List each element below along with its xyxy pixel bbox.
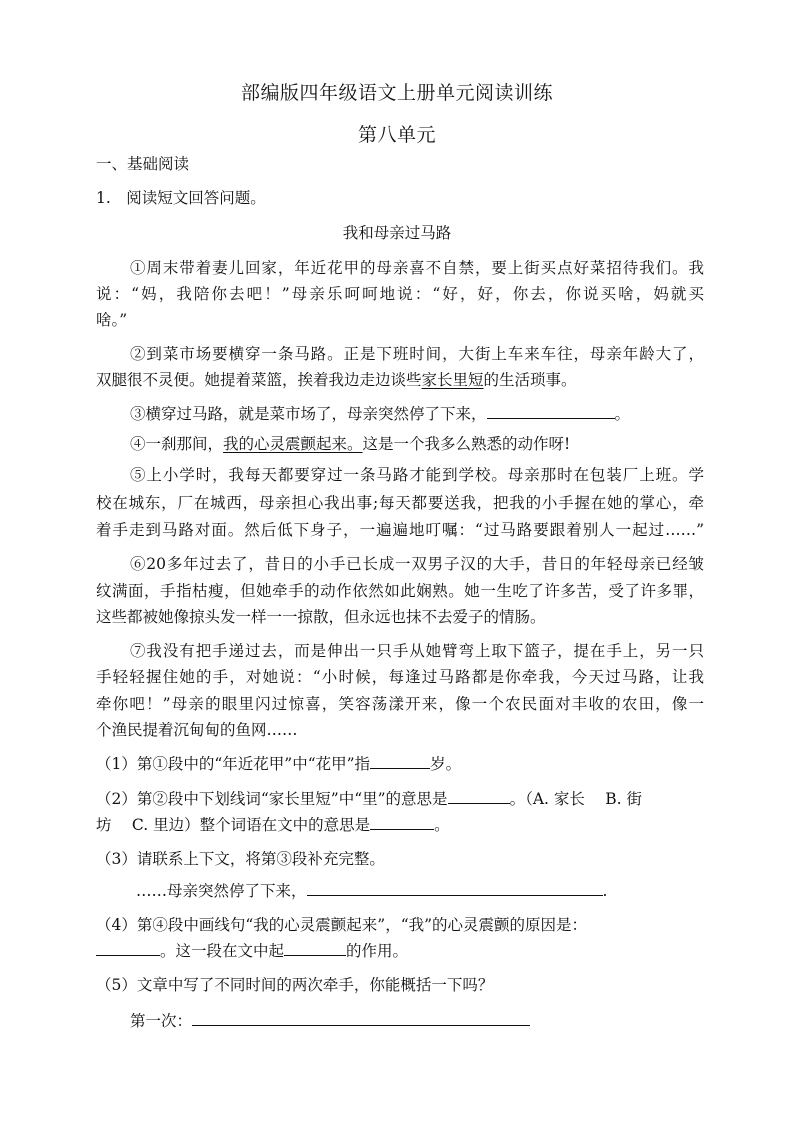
passage-line: 手轻轻握住她的手，对她说：“小时候，每逢过马路都是你牵我，今天过马路，让我 [96,668,704,686]
passage-line: 个渔民提着沉甸甸的鱼网…… [96,721,298,739]
passage-line: 说：“妈，我陪你去吧！”母亲乐呵呵地说：“好，好，你去，你说买啥，妈就买 [96,285,704,303]
text-span: （1）第①段中的“年近花甲”中“花甲”指 [96,755,371,773]
page-title: 部编版四年级语文上册单元阅读训练 [240,82,553,104]
text-span: 第一次： [130,1012,193,1030]
question-5: （5）文章中写了不同时间的两次牵手，你能概括一下吗？ [96,976,494,994]
text-span: 这是一个我多么熟悉的动作呀! [362,435,571,453]
unit-subtitle: 第八单元 [357,124,436,146]
text-span: （2）第②段中下划线词“家长里短”中“里”的意思是 [96,790,448,808]
passage-line: ⑥20多年过去了，昔日的小手已长成一双男子汉的大手，昔日的年轻母亲已经皱 [130,555,704,573]
text-span: ③横穿过马路，就是菜市场了，母亲突然停了下来， [130,405,487,423]
passage-line [130,404,704,424]
answer-blank[interactable] [448,789,510,804]
text-span: 。这一段在文中起 [160,942,285,960]
text-span: 。 [614,405,631,423]
question-1 [96,754,704,774]
underlined-phrase: 家长里短 [421,371,484,389]
passage-line [130,434,704,454]
question-4: （4）第④段中画线句“我的心灵震颤起来”，“我”的心灵震颤的原因是： [96,916,588,934]
question-prompt: 1. 阅读短文回答问题。 [96,189,266,207]
text-span: 双腿很不灵便。她提着菜篮，挨着我边走边谈些 [96,371,422,389]
question-2-cont [96,815,704,835]
passage-title: 我和母亲过马路 [342,224,452,242]
section-heading: 一、基础阅读 [96,155,190,173]
answer-blank[interactable] [370,754,430,769]
passage-line: 着手走到马路对面。然后低下身子，一遍遍地叮嘱：“过马路要跟着别人一起过……” [96,521,704,539]
passage-line: 啥。” [96,311,128,329]
underlined-sentence: 我的心灵震颤起来。 [223,435,363,453]
passage-line: ①周末带着妻儿回家，年近花甲的母亲喜不自禁，要上街买点好菜招待我们。我 [130,259,704,277]
text-span: 的生活琐事。 [483,371,577,389]
passage-line: 校在城东，厂在城西，母亲担心我出事;每天都要送我，把我的小手握在她的掌心，牵 [96,494,704,512]
question-4-cont [96,941,704,961]
passage-line: ⑦我没有把手递过去，而是伸出一只手从她臂弯上取下篮子，提在手上，另一只 [130,642,704,660]
answer-blank[interactable] [96,941,160,956]
question-3: （3）请联系上下文，将第③段补充完整。 [96,850,385,868]
answer-blank[interactable] [370,815,434,830]
question-5-first [130,1011,704,1031]
passage-line [96,370,704,390]
passage-line: ⑤上小学时，我每天都要穿过一条马路才能到学校。母亲那时在包装厂上班。学 [130,466,704,484]
text-span: 。（A. 家长 B. 街 [509,790,643,808]
passage-line: 牵你吧！”母亲的眼里闪过惊喜，笑容荡漾开来，像一个农民面对丰收的农田，像一 [96,695,704,713]
text-span: 。 [434,816,450,834]
text-span: . [602,882,608,900]
text-span: 的作用。 [346,942,409,960]
text-span: ④一刹那间， [130,435,224,453]
passage-line: 纹满面，手指枯瘦，但她牵手的动作依然如此娴熟。她一生吃了许多苦，受了许多罪， [96,582,704,600]
answer-blank[interactable] [284,941,346,956]
passage-line: 这些都被她像掠头发一样一一掠散，但永远也抹不去爱子的情肠。 [96,608,546,626]
answer-blank[interactable] [307,881,603,896]
text-span: 岁。 [430,755,462,773]
text-span: ……母亲突然停了下来， [136,882,307,900]
text-span: 坊 C. 里边）整个词语在文中的意思是 [96,816,371,834]
question-2 [96,789,704,809]
question-3-fill [136,881,704,901]
answer-blank[interactable] [192,1011,530,1026]
passage-line: ②到菜市场要横穿一条马路。正是下班时间，大街上车来车往，母亲年龄大了， [130,345,704,363]
answer-blank[interactable] [487,404,615,419]
